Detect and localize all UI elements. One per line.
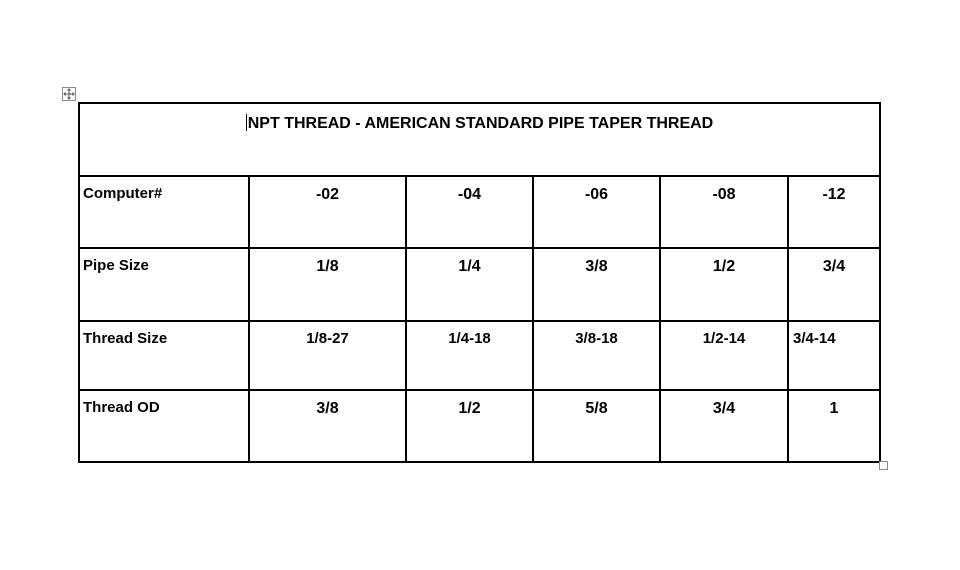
table-row [79, 390, 880, 462]
row-label[interactable]: Pipe Size [79, 248, 249, 321]
row-label[interactable]: Thread OD [79, 390, 249, 462]
table-cell[interactable]: 3/8-18 [533, 321, 660, 390]
table-resize-handle[interactable] [879, 461, 888, 470]
table-cell[interactable]: 1/8 [249, 248, 406, 321]
table-title-cell[interactable] [79, 103, 880, 176]
table-cell[interactable]: 1/2 [660, 248, 788, 321]
table-cell[interactable]: 1/4 [406, 248, 533, 321]
table-row [79, 176, 880, 248]
table-cell[interactable]: 1/4-18 [406, 321, 533, 390]
table-cell[interactable]: 3/4 [660, 390, 788, 462]
table-cell[interactable]: 3/8 [533, 248, 660, 321]
table-cell[interactable]: 1/8-27 [249, 321, 406, 390]
table-cell[interactable]: 1/2 [406, 390, 533, 462]
table-cell[interactable]: 3/4 [788, 248, 880, 321]
table-cell[interactable]: -08 [660, 176, 788, 248]
table-title-row [79, 103, 880, 176]
table-cell[interactable]: -12 [788, 176, 880, 248]
table-cell[interactable]: 5/8 [533, 390, 660, 462]
row-label[interactable]: Thread Size [79, 321, 249, 390]
npt-thread-table [78, 102, 881, 463]
table-cell[interactable]: -06 [533, 176, 660, 248]
move-arrows-icon [63, 88, 75, 100]
table-title: NPT THREAD - AMERICAN STANDARD PIPE TAPER THREAD [247, 115, 714, 132]
table-cell[interactable]: 3/4-14 [788, 321, 880, 390]
table-cell[interactable]: -02 [249, 176, 406, 248]
table-row [79, 321, 880, 390]
table-cell[interactable]: -04 [406, 176, 533, 248]
table-cell[interactable]: 1/2-14 [660, 321, 788, 390]
row-label[interactable]: Computer# [79, 176, 249, 248]
table-cell[interactable]: 3/8 [249, 390, 406, 462]
table-row [79, 248, 880, 321]
text-cursor [246, 114, 247, 131]
table-cell[interactable]: 1 [788, 390, 880, 462]
table-move-handle[interactable] [62, 87, 76, 101]
